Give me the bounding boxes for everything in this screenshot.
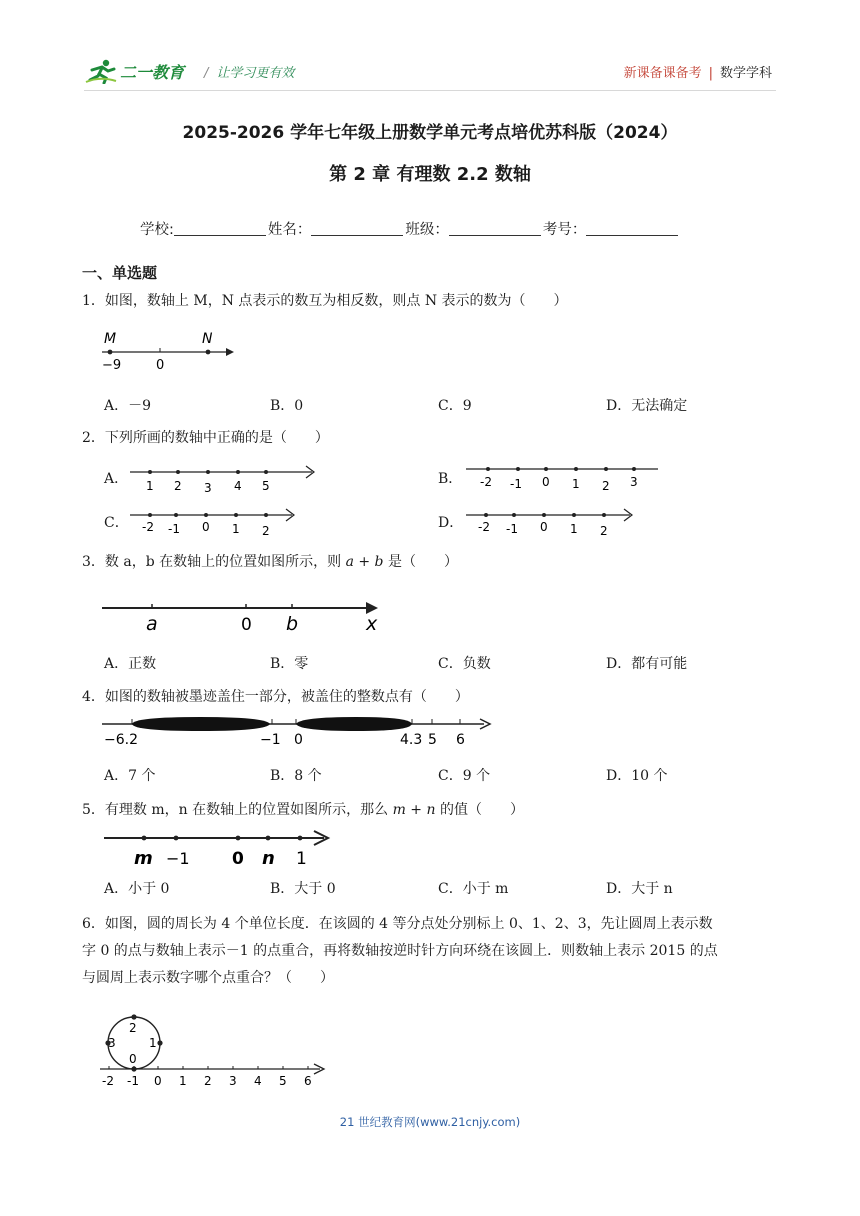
q4-label-minus-6-2: −6.2 — [104, 732, 138, 748]
q4-option-c[interactable]: C．9 个 — [438, 768, 491, 784]
question-1-figure — [98, 326, 238, 374]
name-label: 姓名： — [267, 222, 312, 238]
q2b-tick-minus-2: -2 — [480, 475, 492, 489]
question-2-stem: 2．下列所画的数轴中正确的是（ ） — [82, 430, 329, 446]
q5-label-0: 0 — [232, 849, 244, 869]
q6-axis-1: 1 — [179, 1074, 187, 1088]
point-n-label: n — [262, 848, 275, 869]
q6-axis-3: 3 — [229, 1074, 237, 1088]
q2a-tick-3: 3 — [204, 481, 212, 495]
page-header-left — [84, 58, 294, 84]
q4-label-5: 5 — [428, 732, 437, 748]
tick-label-0: 0 — [156, 358, 165, 373]
q6-axis-6: 6 — [304, 1074, 312, 1088]
q6-stem-line-2: 字 0 的点与数轴上表示－1 的点重合，再将数轴按逆时针方向环绕在该圆上．则数轴上表示 2015 的点 — [82, 943, 718, 959]
q6-axis-5: 5 — [279, 1074, 287, 1088]
q6-axis-4: 4 — [254, 1074, 262, 1088]
point-b-label: b — [286, 613, 299, 635]
q5-math-expression: m + n — [392, 802, 436, 818]
q4-option-d[interactable]: D．10 个 — [606, 768, 668, 784]
question-6-stem — [82, 911, 782, 992]
page-footer[interactable]: 21 世纪教育网(www.21cnjy.com) — [339, 1115, 521, 1129]
q2b-tick-0: 0 — [542, 475, 550, 489]
q2-option-b[interactable]: B． — [438, 471, 463, 487]
q3-stem-pre: 3．数 a，b 在数轴上的位置如图所示，则 — [82, 554, 346, 570]
q6-axis-0: 0 — [154, 1074, 162, 1088]
header-slogan: / 让学习更有效 — [204, 65, 295, 81]
q1-option-a[interactable]: A．－9 — [104, 398, 152, 414]
school-blank[interactable] — [174, 218, 266, 236]
question-4-figure — [100, 714, 496, 750]
q5-option-d[interactable]: D．大于 n — [606, 881, 673, 897]
q3-stem-post: 是（ ） — [383, 554, 458, 570]
point-m-label: M — [104, 331, 117, 347]
q2-option-c[interactable]: C． — [104, 515, 129, 531]
q1-option-d[interactable]: D．无法确定 — [606, 398, 688, 414]
q2-option-a[interactable]: A． — [104, 471, 129, 487]
circle-label-1: 1 — [149, 1036, 157, 1050]
q2-figure-d — [462, 505, 638, 539]
q2a-tick-4: 4 — [234, 479, 242, 493]
q2-figure-b — [462, 460, 662, 494]
q2d-tick-minus-2: -2 — [478, 520, 490, 534]
q4-label-4-3: 4.3 — [400, 732, 423, 748]
q2d-tick-minus-1: -1 — [506, 522, 518, 536]
q6-stem-line-3: 与圆周上表示数字哪个点重合？（ ） — [82, 970, 334, 986]
circle-label-2: 2 — [129, 1021, 137, 1035]
q4-label-0: 0 — [294, 732, 303, 748]
school-label: 学校: — [140, 222, 174, 238]
header-separator: | — [708, 66, 713, 81]
q6-axis-minus-2: -2 — [102, 1074, 114, 1088]
q4-label-minus-1: −1 — [260, 732, 281, 748]
brand-logo — [84, 58, 184, 84]
question-4-stem: 4．如图的数轴被墨迹盖住一部分，被盖住的整数点有（ ） — [82, 689, 469, 705]
q6-axis-2: 2 — [204, 1074, 212, 1088]
q4-label-6: 6 — [456, 732, 465, 748]
header-tag-course: 新课备课备考 — [623, 66, 702, 81]
circle-label-0: 0 — [129, 1052, 137, 1066]
q5-label-1: 1 — [296, 849, 307, 869]
point-m-label: m — [134, 848, 153, 869]
q2c-tick-1: 1 — [232, 522, 240, 536]
q2d-tick-1: 1 — [570, 522, 578, 536]
q5-label-minus-1: −1 — [166, 849, 190, 868]
axis-x-label: x — [366, 613, 378, 635]
document-subtitle: 第 2 章 有理数 2.2 数轴 — [329, 164, 531, 185]
ink-blot-right — [296, 717, 412, 731]
q2b-tick-3: 3 — [630, 475, 638, 489]
header-divider — [84, 90, 776, 91]
q3-option-d[interactable]: D．都有可能 — [606, 656, 688, 672]
question-6-figure — [98, 1008, 330, 1090]
q3-option-a[interactable]: A．正数 — [104, 656, 157, 672]
circle-label-3: 3 — [108, 1036, 116, 1050]
q2b-tick-minus-1: -1 — [510, 477, 522, 491]
q2d-tick-0: 0 — [540, 520, 548, 534]
q6-axis-minus-1: -1 — [127, 1074, 139, 1088]
q6-stem-line-1: 6．如图，圆的周长为 4 个单位长度．在该圆的 4 等分点处分别标上 0、1、2、3，先让圆周上表示数 — [82, 916, 713, 932]
q3-option-c[interactable]: C．负数 — [438, 656, 491, 672]
header-tag-subject: 数学学科 — [719, 66, 772, 81]
q2-figure-a — [126, 462, 322, 496]
q2-figure-c — [126, 505, 302, 539]
q2a-tick-1: 1 — [146, 479, 154, 493]
runner-logo-icon — [84, 58, 118, 84]
question-3-stem — [82, 549, 782, 576]
q3-option-b[interactable]: B．零 — [270, 656, 309, 672]
section-heading: 一、单选题 — [82, 264, 158, 282]
q4-option-b[interactable]: B．8 个 — [270, 768, 322, 784]
origin-label: 0 — [241, 615, 252, 635]
q2c-tick-minus-2: -2 — [142, 520, 154, 534]
page-header-right — [624, 62, 772, 81]
question-1-stem: 1．如图，数轴上 M，N 点表示的数互为相反数，则点 N 表示的数为（ ） — [82, 293, 568, 309]
q1-option-b[interactable]: B．0 — [270, 398, 304, 414]
question-5-stem — [82, 797, 782, 824]
number-label: 考号： — [542, 222, 587, 238]
number-blank[interactable] — [586, 218, 678, 236]
q2c-tick-0: 0 — [202, 520, 210, 534]
q5-option-b[interactable]: B．大于 0 — [270, 881, 336, 897]
student-info-line — [140, 218, 680, 239]
point-a-label: a — [146, 613, 158, 635]
ink-blot-left — [132, 717, 270, 731]
q3-math-expression: a + b — [345, 554, 384, 570]
question-5-figure — [102, 826, 338, 872]
q5-option-c[interactable]: C．小于 m — [438, 881, 509, 897]
q2a-tick-2: 2 — [174, 479, 182, 493]
question-3-figure — [100, 598, 386, 638]
document-title: 2025-2026 学年七年级上册数学单元考点培优苏科版（2024） — [182, 123, 678, 143]
q2c-tick-2: 2 — [262, 524, 270, 538]
class-label: 班级： — [405, 222, 449, 238]
q4-option-a[interactable]: A．7 个 — [104, 768, 156, 784]
q2d-tick-2: 2 — [600, 524, 608, 538]
brand-name: 二一教育 — [120, 62, 185, 82]
q2-option-d[interactable]: D． — [438, 515, 464, 531]
name-blank[interactable] — [311, 218, 403, 236]
q2b-tick-2: 2 — [602, 479, 610, 493]
q5-stem-post: 的值（ ） — [435, 802, 524, 818]
q1-option-c[interactable]: C．9 — [438, 398, 472, 414]
class-blank[interactable] — [449, 218, 541, 236]
q2c-tick-minus-1: -1 — [168, 522, 180, 536]
tick-label-minus-9: −9 — [102, 358, 122, 373]
q2b-tick-1: 1 — [572, 477, 580, 491]
slogan-text: 让学习更有效 — [216, 65, 295, 81]
q5-option-a[interactable]: A．小于 0 — [104, 881, 170, 897]
point-n-label: N — [202, 331, 213, 347]
q2a-tick-5: 5 — [262, 479, 270, 493]
q5-stem-pre: 5．有理数 m，n 在数轴上的位置如图所示，那么 — [82, 802, 393, 818]
